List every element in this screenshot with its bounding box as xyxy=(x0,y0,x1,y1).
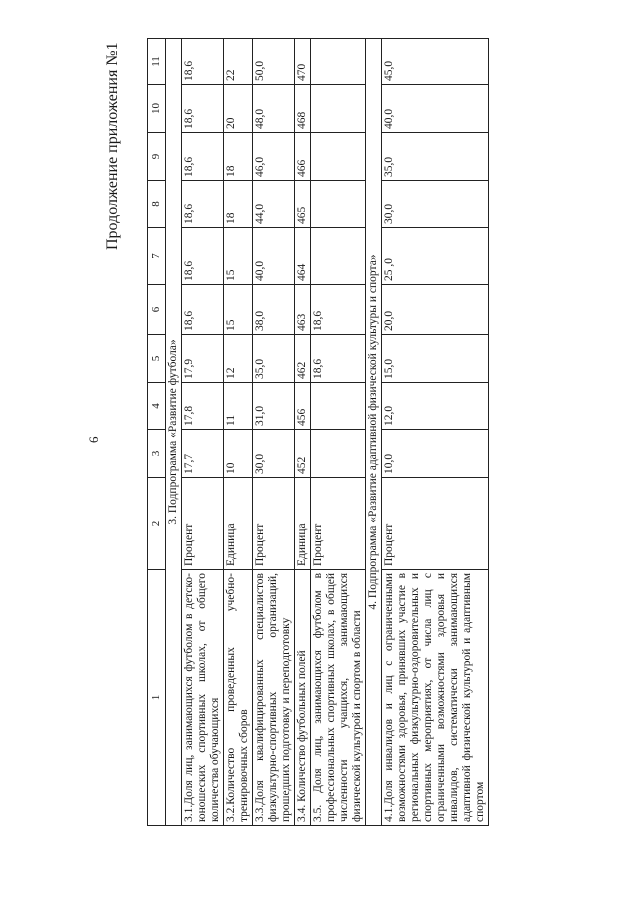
value-cell: 35,0 xyxy=(253,335,295,383)
indicator-cell: 3.5. Доля лиц, занимающихся футболом в профессиональных спортивных школах, в общей численности учащихся, занимающихся физической культурой и спортом в области xyxy=(311,570,366,826)
value-cell: 17,8 xyxy=(182,383,224,430)
value-cell: 452 xyxy=(295,430,311,478)
value-cell: 18,6 xyxy=(311,285,366,335)
value-cell: 22 xyxy=(224,39,253,85)
table-row xyxy=(382,39,489,826)
value-cell: 12 xyxy=(224,335,253,383)
column-number: 1 xyxy=(148,570,166,826)
value-cell: 17,7 xyxy=(182,430,224,478)
unit-cell: Единица xyxy=(224,478,253,570)
value-cell: 18,6 xyxy=(182,133,224,181)
value-cell xyxy=(311,85,366,133)
value-cell: 17,9 xyxy=(182,335,224,383)
value-cell xyxy=(311,133,366,181)
value-cell: 10,0 xyxy=(382,430,489,478)
value-cell: 48,0 xyxy=(253,85,295,133)
column-number: 11 xyxy=(148,39,166,85)
value-cell: 50,0 xyxy=(253,39,295,85)
column-number: 9 xyxy=(148,133,166,181)
indicators-table xyxy=(147,38,489,826)
value-cell: 40,0 xyxy=(253,228,295,285)
table-row xyxy=(295,39,311,826)
value-cell: 18,6 xyxy=(182,228,224,285)
indicator-cell: 3.4. Количество футбольных полей xyxy=(295,570,311,826)
indicator-cell: 3.3.Доля квалифицированных специалистов физкультурно-спортивных организаций, прошедших подготовку и переподготовку xyxy=(253,570,295,826)
subprogram-4-row xyxy=(366,39,382,826)
column-number: 6 xyxy=(148,285,166,335)
value-cell: 45,0 xyxy=(382,39,489,85)
value-cell xyxy=(311,39,366,85)
column-number: 2 xyxy=(148,478,166,570)
value-cell: 30,0 xyxy=(382,181,489,228)
page-number: 6 xyxy=(86,436,101,443)
value-cell: 35,0 xyxy=(382,133,489,181)
column-number: 7 xyxy=(148,228,166,285)
value-cell: 465 xyxy=(295,181,311,228)
value-cell: 18,6 xyxy=(311,335,366,383)
subprogram-3-row xyxy=(166,39,182,826)
value-cell: 20,0 xyxy=(382,285,489,335)
unit-cell: Единица xyxy=(295,478,311,570)
value-cell: 18 xyxy=(224,181,253,228)
value-cell: 18,6 xyxy=(182,39,224,85)
value-cell: 15 xyxy=(224,285,253,335)
value-cell xyxy=(311,181,366,228)
subprogram-title: 4. Подпрограмма «Развитие адаптивной физической культуры и спорта» xyxy=(366,39,382,826)
value-cell: 31,0 xyxy=(253,383,295,430)
unit-cell: Процент xyxy=(311,478,366,570)
value-cell: 38,0 xyxy=(253,285,295,335)
unit-cell: Процент xyxy=(382,478,489,570)
value-cell: 456 xyxy=(295,383,311,430)
value-cell: 468 xyxy=(295,85,311,133)
value-cell: 44,0 xyxy=(253,181,295,228)
column-number: 10 xyxy=(148,85,166,133)
table-row xyxy=(224,39,253,826)
value-cell xyxy=(311,430,366,478)
value-cell: 40,0 xyxy=(382,85,489,133)
table-row xyxy=(311,39,366,826)
value-cell: 11 xyxy=(224,383,253,430)
column-number-row xyxy=(148,39,166,826)
table-row xyxy=(253,39,295,826)
unit-cell: Процент xyxy=(182,478,224,570)
value-cell: 463 xyxy=(295,285,311,335)
column-number: 8 xyxy=(148,181,166,228)
value-cell: 15 xyxy=(224,228,253,285)
value-cell: 470 xyxy=(295,39,311,85)
indicator-cell: 3.2.Количество проведенных учебно-тренировочных сборов xyxy=(224,570,253,826)
value-cell: 30,0 xyxy=(253,430,295,478)
value-cell: 10 xyxy=(224,430,253,478)
column-number: 3 xyxy=(148,430,166,478)
indicator-cell: 3.1.Доля лиц, занимающихся футболом в детско-юношеских спортивных школах, от общего количества обучающихся xyxy=(182,570,224,826)
unit-cell: Процент xyxy=(253,478,295,570)
indicator-cell: 4.1.Доля инвалидов и лиц с ограниченными возможностями здоровья, принявших участие в региональных физкультурно-оздоровительных и спортивных мероприятиях, от числа лиц с ограниченными возможностями здоровья и инвалидов, систематически занимающихся адаптивной физической культурой и адаптивным спортом xyxy=(382,570,489,826)
value-cell: 20 xyxy=(224,85,253,133)
value-cell: 466 xyxy=(295,133,311,181)
value-cell: 18,6 xyxy=(182,85,224,133)
value-cell: 18 xyxy=(224,133,253,181)
value-cell: 18,6 xyxy=(182,181,224,228)
value-cell: 25 ,0 xyxy=(382,228,489,285)
column-number: 4 xyxy=(148,383,166,430)
value-cell: 15,0 xyxy=(382,335,489,383)
subprogram-title: 3. Подпрограмма «Развитие футбола» xyxy=(166,39,182,826)
value-cell xyxy=(311,383,366,430)
table-body xyxy=(148,39,489,826)
value-cell: 18,6 xyxy=(182,285,224,335)
continuation-title: Продолжение приложения №1 xyxy=(104,42,121,250)
value-cell: 462 xyxy=(295,335,311,383)
value-cell: 464 xyxy=(295,228,311,285)
table-row xyxy=(182,39,224,826)
value-cell: 46,0 xyxy=(253,133,295,181)
value-cell xyxy=(311,228,366,285)
column-number: 5 xyxy=(148,335,166,383)
value-cell: 12,0 xyxy=(382,383,489,430)
